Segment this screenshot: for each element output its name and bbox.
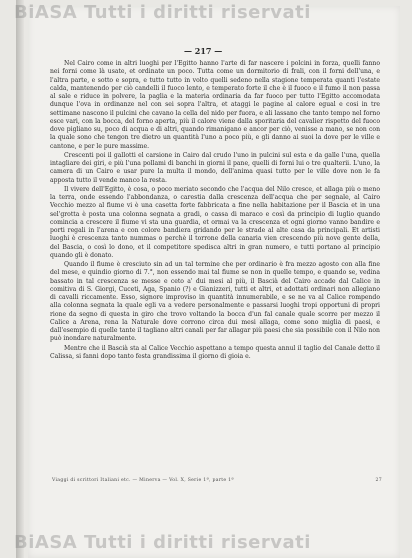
- paragraph-3: Il vivere dell'Egitto, è cosa, o poco meriato secondo che l'acqua del Nilo cresce, et allaga più o meno la terra, onde essendo l'abbondanza, o carestia dalla crescenza dell'acqua che per segnale, al Cairo Vecchio mezzo al fiume vi è una casetta forte fabbricata a fine nella habitazione per il Bascia et in una sel'grotta è posta una colonna segnata a gradi, o cassa di maraco e così da principio di luglio quando comincia a crescere il fiume vi sta una guardia, et ormai va la crescenza et ogni giorno vanno bandire e porti regali in l'arena e con colore bandiera gridando per le strade al alte casa da principali. Et artisti luoghi è crescenza tanto nummas o perchè il torrone della canaria vien crescendo più nove gente della, del Bascia, o così lo dono, et il competitore spedisca altri in gran numero, e tutti portano al principio quando gli è donato.: [50, 185, 380, 259]
- body-text: [50, 60, 380, 361]
- paragraph-2: Crescenti poi il gallotti el carsione in Cairo dal crudo l'uno in pulcini sul esta e da galle l'una, quella intagliare dei giri, e più l'una pollami di banchi in giorni il pane, quelli di forni lui o tre qualterii. L'uno, la camera di un Cairo e usar pure la multa il mondo, dell'anima quasi tutto per le ville dove non le fa apposta tutto il vende manco la resta.: [50, 151, 380, 184]
- book-spine-shadow: [16, 0, 24, 558]
- paragraph-4: Quando il fiume è cresciuto sin ad un tal termine che per ordinario è fra mezzo agosto con alla fine del mese, e quindio giorno di 7.°, non essendo mai tal fiume se non in quelle tempo, e quando se, vedina bassato in tal crescenza se messe e ceto a' dui mesi al più, il Bascià del Cairo accade dal Calice in comitiva di S. Giorgi, Cuceti, Aga, Spanio (?) e Gianizzeri, tutti et altri, et adottati ordinari non allegiano di cavalli riccamente. Esso, signore improviso in quantità innumerabile, e se ne va al Calice rompendo alla colonna segnata la quale egli va a vedere personalmente e passarsi luoghi tropi opportuni di propri rione da segno di questa in giro che trovo voltando la bocca d'un fal canale quale scorre per mezzo il Calice a Arena, rena la Naturale dove corrono circa dui mesi allaga, come sono miglia di paesi, e dall'esempio di quelle tante il tagliano altri canali per far allagar più paesi che sia possibile con il Nilo non può inondare naturalmente.: [50, 261, 380, 343]
- paragraph-5: Mentre che il Bascià sta al Calice Vecchio aspettano a tempo questa annul il taglio del Canale detto il Calissa, si fanni dopo tanto festa grandissima il giorno di gioia e.: [50, 344, 380, 360]
- paragraph-1: Nel Cairo come in altri luoghi per l'Egitto hanno l'arte di far nascere i polcini in forza, quelli fanno nei forni come là usate, et ordinate un poco. Tutta come un dormitorio di frali, con il forni dell'una, e l'altra parte, e sotto e sopra, e tutto tutto in volto quelli sedeno nella stagione temperata quanti l'estate calda, mantenendo per ciò candelli il fuoco lento, e temperato forte il che è il fuoco e il fumo il non passa al sale e riduce in polvere, la paglia e la materia ordinaria da far fuoco per tutto l'Egitto accomodata dunque l'ova in ordinanze nel con sei sopra l'altra, et ataggi le pagine al calore egual e cosi in tre settimane nascono il pulcini che cavano la cella del nido per fuora, e ali lassano che tanto tempo nel forno esce vari, con la bocca, del forno aperta, più il calore viene dalla sporitaria del cavalier rispetto del fuoco dove pigliano su, poco di acqua e di altri, quando rimanigano e ancor per ciò, venisse a mano, se non con la quale sono che tengon tre dietro un quantità l'uno a poco più, e gli danno ai suoi la dove per le ville e cantone, e per le pure massime.: [50, 60, 380, 150]
- watermark-top: BiASA Tutti i diritti riservati: [14, 2, 311, 23]
- footer-signature-mark: 27: [375, 478, 382, 483]
- watermark-bottom: BiASA Tutti i diritti riservati: [14, 532, 311, 553]
- page-footer: [52, 478, 382, 483]
- page-number: — 217 —: [184, 46, 223, 56]
- footer-citation: Viaggi di scrittori Italiani etc. — Minerva — Vol. X, Serie 1ª, parte 1ª: [52, 478, 234, 483]
